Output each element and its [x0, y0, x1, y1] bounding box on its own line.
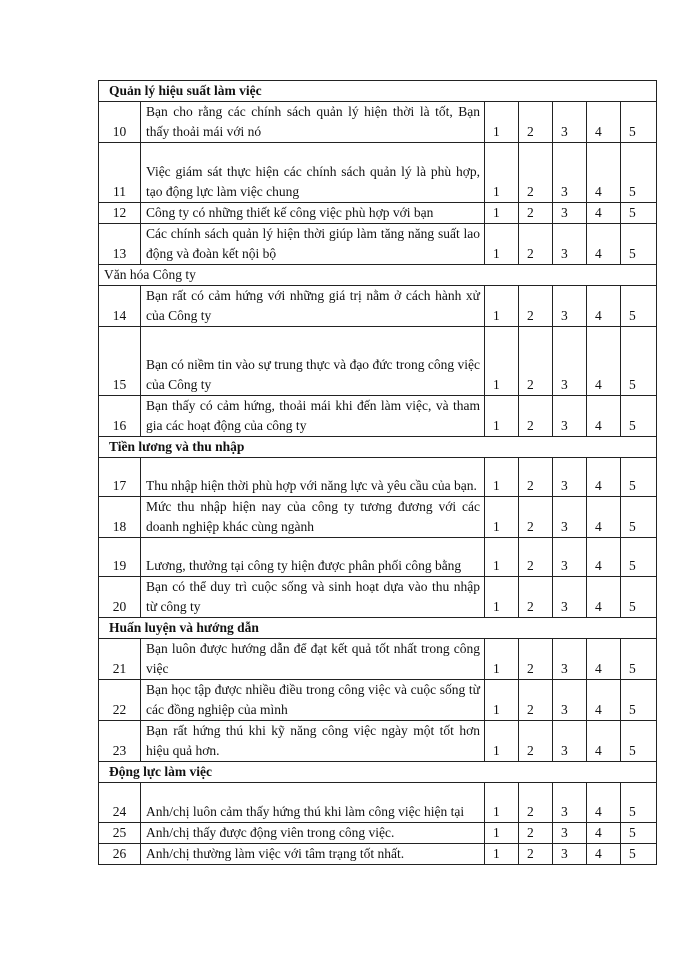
question-row [99, 224, 657, 265]
rating-option-1[interactable]: 1 [485, 538, 519, 577]
rating-option-3[interactable]: 3 [553, 102, 587, 143]
question-number: 15 [99, 327, 141, 396]
question-row [99, 639, 657, 680]
question-text: Bạn rất hứng thú khi kỹ năng công việc ngày một tốt hơn hiệu quả hơn. [146, 723, 480, 758]
question-text-cell [141, 680, 485, 721]
rating-option-1[interactable]: 1 [485, 497, 519, 538]
rating-option-3[interactable]: 3 [553, 143, 587, 203]
question-text: Anh/chị thấy được động viên trong công việc. [146, 825, 395, 840]
rating-option-3[interactable]: 3 [553, 497, 587, 538]
section-header [99, 762, 657, 783]
question-text-cell [141, 497, 485, 538]
rating-option-1[interactable]: 1 [485, 102, 519, 143]
question-row [99, 538, 657, 577]
rating-option-3[interactable]: 3 [553, 327, 587, 396]
question-number: 24 [99, 783, 141, 823]
rating-option-5[interactable]: 5 [621, 721, 657, 762]
section-title: Động lực làm việc [99, 762, 657, 783]
question-text: Thu nhập hiện thời phù hợp với năng lực và yêu cầu của bạn. [146, 478, 477, 493]
section-header [99, 81, 657, 102]
question-text: Anh/chị thường làm việc với tâm trạng tốt nhất. [146, 846, 405, 861]
rating-option-4[interactable]: 4 [587, 396, 621, 437]
question-number: 21 [99, 639, 141, 680]
question-row [99, 396, 657, 437]
rating-option-5[interactable]: 5 [621, 844, 657, 865]
rating-option-4[interactable]: 4 [587, 844, 621, 865]
rating-option-5[interactable]: 5 [621, 143, 657, 203]
rating-option-2[interactable]: 2 [519, 458, 553, 497]
rating-option-3[interactable]: 3 [553, 823, 587, 844]
rating-option-4[interactable]: 4 [587, 680, 621, 721]
rating-option-5[interactable]: 5 [621, 458, 657, 497]
section-header [99, 618, 657, 639]
rating-option-2[interactable]: 2 [519, 203, 553, 224]
section-header [99, 265, 657, 286]
rating-option-2[interactable]: 2 [519, 844, 553, 865]
question-text-cell [141, 577, 485, 618]
survey-table [98, 80, 657, 865]
question-row [99, 783, 657, 823]
rating-option-1[interactable]: 1 [485, 783, 519, 823]
question-text: Bạn cho rằng các chính sách quản lý hiện thời là tốt, Bạn thấy thoải mái với nó [146, 104, 480, 139]
rating-option-1[interactable]: 1 [485, 458, 519, 497]
question-row [99, 203, 657, 224]
rating-option-5[interactable]: 5 [621, 577, 657, 618]
question-text: Bạn rất có cảm hứng với những giá trị nằm ở cách hành xử của Công ty [146, 288, 480, 323]
rating-option-2[interactable]: 2 [519, 143, 553, 203]
rating-option-4[interactable]: 4 [587, 538, 621, 577]
rating-option-3[interactable]: 3 [553, 577, 587, 618]
question-text-cell [141, 224, 485, 265]
question-row [99, 497, 657, 538]
question-row [99, 102, 657, 143]
rating-option-3[interactable]: 3 [553, 538, 587, 577]
question-text-cell [141, 538, 485, 577]
rating-option-1[interactable]: 1 [485, 844, 519, 865]
question-number: 23 [99, 721, 141, 762]
question-text: Việc giám sát thực hiện các chính sách quản lý là phù hợp, tạo động lực làm việc chung [146, 164, 480, 199]
rating-option-4[interactable]: 4 [587, 783, 621, 823]
rating-option-1[interactable]: 1 [485, 396, 519, 437]
rating-option-3[interactable]: 3 [553, 286, 587, 327]
question-number: 12 [99, 203, 141, 224]
question-text: Bạn luôn được hướng dẫn để đạt kết quả tốt nhất trong công việc [146, 641, 480, 676]
rating-option-3[interactable]: 3 [553, 844, 587, 865]
rating-option-4[interactable]: 4 [587, 102, 621, 143]
rating-option-2[interactable]: 2 [519, 721, 553, 762]
rating-option-2[interactable]: 2 [519, 680, 553, 721]
rating-option-1[interactable]: 1 [485, 224, 519, 265]
rating-option-2[interactable]: 2 [519, 102, 553, 143]
rating-option-5[interactable]: 5 [621, 639, 657, 680]
rating-option-3[interactable]: 3 [553, 783, 587, 823]
question-text: Các chính sách quản lý hiện thời giúp làm tăng năng suất lao động và đoàn kết nội bộ [146, 226, 480, 261]
question-text-cell [141, 721, 485, 762]
rating-option-4[interactable]: 4 [587, 143, 621, 203]
question-number: 18 [99, 497, 141, 538]
question-text-cell [141, 823, 485, 844]
rating-option-5[interactable]: 5 [621, 680, 657, 721]
rating-option-5[interactable]: 5 [621, 783, 657, 823]
section-header [99, 437, 657, 458]
rating-option-4[interactable]: 4 [587, 577, 621, 618]
rating-option-5[interactable]: 5 [621, 224, 657, 265]
rating-option-4[interactable]: 4 [587, 224, 621, 265]
rating-option-2[interactable]: 2 [519, 577, 553, 618]
question-row [99, 577, 657, 618]
rating-option-5[interactable]: 5 [621, 396, 657, 437]
rating-option-4[interactable]: 4 [587, 286, 621, 327]
question-number: 22 [99, 680, 141, 721]
rating-option-5[interactable]: 5 [621, 538, 657, 577]
question-number: 10 [99, 102, 141, 143]
rating-option-5[interactable]: 5 [621, 327, 657, 396]
question-number: 13 [99, 224, 141, 265]
section-title: Huấn luyện và hướng dẫn [99, 618, 657, 639]
rating-option-2[interactable]: 2 [519, 497, 553, 538]
rating-option-2[interactable]: 2 [519, 286, 553, 327]
rating-option-1[interactable]: 1 [485, 327, 519, 396]
rating-option-3[interactable]: 3 [553, 396, 587, 437]
question-number: 14 [99, 286, 141, 327]
rating-option-1[interactable]: 1 [485, 680, 519, 721]
question-text-cell [141, 783, 485, 823]
survey-body [99, 81, 657, 865]
question-text-cell [141, 143, 485, 203]
question-text: Bạn có thể duy trì cuộc sống và sinh hoạt dựa vào thu nhập từ công ty [146, 579, 480, 614]
section-title: Quản lý hiệu suất làm việc [99, 81, 657, 102]
rating-option-4[interactable]: 4 [587, 327, 621, 396]
rating-option-4[interactable]: 4 [587, 497, 621, 538]
question-text: Mức thu nhập hiện nay của công ty tương đương với các doanh nghiệp khác cùng ngành [146, 499, 480, 534]
question-text: Lương, thưởng tại công ty hiện được phân phối công bằng [146, 558, 462, 573]
question-row [99, 721, 657, 762]
rating-option-2[interactable]: 2 [519, 823, 553, 844]
rating-option-1[interactable]: 1 [485, 639, 519, 680]
question-text: Bạn có niềm tin vào sự trung thực và đạo đức trong công việc của Công ty [146, 357, 480, 392]
question-text-cell [141, 639, 485, 680]
question-number: 17 [99, 458, 141, 497]
rating-option-5[interactable]: 5 [621, 823, 657, 844]
question-text: Bạn học tập được nhiều điều trong công việc và cuộc sống từ các đồng nghiệp của mình [146, 682, 480, 717]
rating-option-5[interactable]: 5 [621, 203, 657, 224]
question-text-cell [141, 286, 485, 327]
question-text: Anh/chị luôn cảm thấy hứng thú khi làm công việc hiện tại [146, 804, 465, 819]
rating-option-1[interactable]: 1 [485, 286, 519, 327]
question-number: 20 [99, 577, 141, 618]
question-text-cell [141, 327, 485, 396]
question-text: Bạn thấy có cảm hứng, thoải mái khi đến làm việc, và tham gia các hoạt động của công ty [146, 398, 480, 433]
rating-option-1[interactable]: 1 [485, 203, 519, 224]
rating-option-5[interactable]: 5 [621, 286, 657, 327]
question-text-cell [141, 844, 485, 865]
question-text: Công ty có những thiết kế công việc phù hợp với bạn [146, 205, 434, 220]
question-text-cell [141, 203, 485, 224]
question-text-cell [141, 458, 485, 497]
rating-option-3[interactable]: 3 [553, 639, 587, 680]
rating-option-2[interactable]: 2 [519, 396, 553, 437]
rating-option-2[interactable]: 2 [519, 639, 553, 680]
rating-option-2[interactable]: 2 [519, 327, 553, 396]
question-number: 25 [99, 823, 141, 844]
rating-option-4[interactable]: 4 [587, 203, 621, 224]
question-row [99, 327, 657, 396]
rating-option-4[interactable]: 4 [587, 458, 621, 497]
question-text-cell [141, 396, 485, 437]
question-row [99, 823, 657, 844]
rating-option-2[interactable]: 2 [519, 538, 553, 577]
rating-option-4[interactable]: 4 [587, 721, 621, 762]
question-number: 19 [99, 538, 141, 577]
question-number: 16 [99, 396, 141, 437]
rating-option-5[interactable]: 5 [621, 102, 657, 143]
rating-option-3[interactable]: 3 [553, 224, 587, 265]
section-title: Văn hóa Công ty [99, 265, 657, 286]
question-row [99, 458, 657, 497]
question-number: 11 [99, 143, 141, 203]
rating-option-2[interactable]: 2 [519, 224, 553, 265]
section-title: Tiền lương và thu nhập [99, 437, 657, 458]
rating-option-3[interactable]: 3 [553, 203, 587, 224]
question-number: 26 [99, 844, 141, 865]
rating-option-4[interactable]: 4 [587, 639, 621, 680]
rating-option-1[interactable]: 1 [485, 823, 519, 844]
rating-option-3[interactable]: 3 [553, 680, 587, 721]
rating-option-1[interactable]: 1 [485, 143, 519, 203]
question-text-cell [141, 102, 485, 143]
rating-option-1[interactable]: 1 [485, 577, 519, 618]
question-row [99, 680, 657, 721]
rating-option-3[interactable]: 3 [553, 721, 587, 762]
question-row [99, 286, 657, 327]
question-row [99, 143, 657, 203]
question-row [99, 844, 657, 865]
rating-option-4[interactable]: 4 [587, 823, 621, 844]
rating-option-2[interactable]: 2 [519, 783, 553, 823]
rating-option-5[interactable]: 5 [621, 497, 657, 538]
rating-option-1[interactable]: 1 [485, 721, 519, 762]
rating-option-3[interactable]: 3 [553, 458, 587, 497]
